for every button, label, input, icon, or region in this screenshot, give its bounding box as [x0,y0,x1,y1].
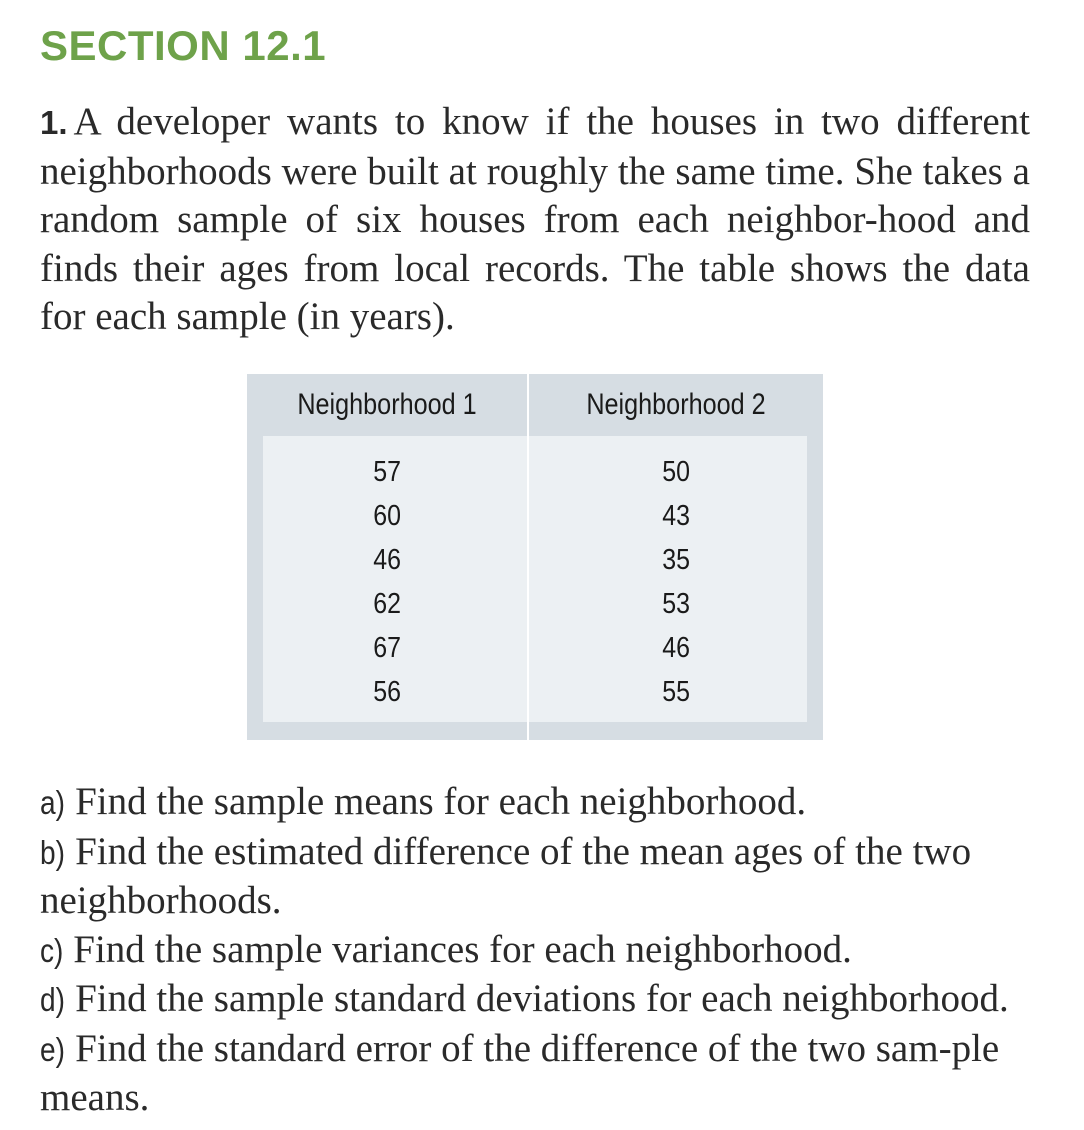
question-letter: d) [40,981,65,1018]
table-cell: 62 [373,588,401,620]
column-header-neighborhood-2: Neighborhood 2 [586,388,766,421]
question-letter: c) [40,931,64,969]
question-text: Find the sample means for each neighborhood. [75,780,807,823]
question-e [40,1025,1030,1123]
data-table [247,374,823,740]
table-cell: 35 [662,544,690,576]
question-a [40,778,1030,828]
problem-number: 1. [40,104,68,141]
question-letter: e) [40,1030,65,1068]
table-cell: 46 [373,544,401,576]
problem-statement [40,98,1030,342]
question-list [40,778,1030,1123]
table-cell: 50 [662,456,690,488]
table-cell: 43 [662,500,690,532]
table-cell: 67 [373,632,401,664]
column-values-neighborhood-2 [529,450,823,714]
table-cell: 56 [373,676,401,708]
question-letter: a) [40,784,65,821]
question-b [40,828,1030,926]
table-cell: 60 [373,500,401,532]
problem-text: A developer wants to know if the houses in two different neighborhoods were built at roughly the same time. She takes a random sample of six houses from each neighbor-hood and finds their ages from local records. The table shows the data for each sample (in years). [40,100,1030,338]
table-cell: 46 [662,632,690,664]
question-text: Find the standard error of the difference of the two sam-ple means. [40,1026,1000,1119]
table-cell: 55 [662,676,690,708]
table-cell: 53 [662,588,690,620]
question-text: Find the estimated difference of the mean ages of the two neighborhoods. [40,829,972,922]
question-d [40,975,1030,1025]
question-letter: b) [40,833,65,871]
question-text: Find the sample standard deviations for each neighborhood. [75,977,1009,1020]
column-values-neighborhood-1 [247,450,527,714]
question-c [40,926,1030,976]
question-text: Find the sample variances for each neighborhood. [73,927,852,971]
table-cell: 57 [373,456,401,488]
column-header-neighborhood-1: Neighborhood 1 [297,388,477,421]
section-heading: SECTION 12.1 [40,22,327,69]
